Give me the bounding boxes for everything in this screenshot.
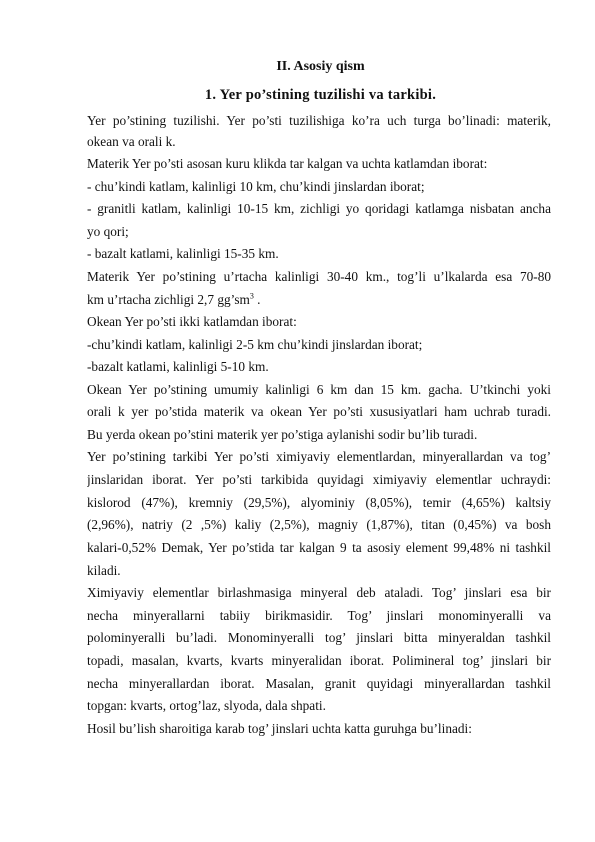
paragraph-line: kislorod (47%), kremniy (29,5%), alyominiy (8,05%), temir (4,65%) kaltsiy — [87, 495, 551, 510]
paragraph-line: Okean Yer po’stining umumiy kalinligi 6 km dan 15 km. gacha. U’tkinchi yoki — [87, 382, 551, 397]
paragraph-line: kiladi. — [87, 563, 121, 578]
paragraph-line: - bazalt katlami, kalinligi 15-35 km. — [87, 246, 279, 261]
paragraph-line: necha minyerallarni tabiiy birikmasidir. Tog’ jinslari monominyeralli va — [87, 608, 551, 623]
paragraph-line: jinslaridan iborat. Yer po’sti tarkibida quyidagi ximiyaviy elementlar uchraydi: — [87, 472, 551, 487]
paragraph-line: -chu’kindi katlam, kalinligi 2-5 km chu’kindi jinslardan iborat; — [87, 337, 423, 352]
paragraph-line: Hosil bu’lish sharoitiga karab tog’ jinslari uchta katta guruhga bu’linadi: — [87, 721, 472, 736]
density-text: km u’rtacha zichligi 2,7 gg’sm — [87, 292, 250, 307]
paragraph-line: topadi, masalan, kvarts, kvarts minyeralidan iborat. Polimineral tog’ jinslari bir — [87, 653, 551, 668]
paragraph-line: -bazalt katlami, kalinligi 5-10 km. — [87, 359, 269, 374]
paragraph-line: okean va orali k. — [87, 134, 176, 149]
density-line — [87, 291, 551, 309]
subsection-title: 1. Yer po’stining tuzilishi va tarkibi. — [204, 87, 437, 103]
paragraph-line: (2,96%), natriy (2 ,5%) kaliy (2,5%), magniy (1,87%), titan (0,45%) va bosh — [87, 517, 551, 532]
paragraph-line: kalari-0,52% Demak, Yer po’stida tar kalgan 9 ta asosiy element 99,48% ni tashkil — [87, 540, 551, 555]
paragraph-line: - chu’kindi katlam, kalinligi 10 km, chu’kindi jinslardan iborat; — [87, 179, 425, 194]
density-superscript: 3 — [249, 291, 254, 301]
paragraph-line: Okean Yer po’sti ikki katlamdan iborat: — [87, 314, 297, 329]
paragraph-line: Materik Yer po’stining u’rtacha kalinligi 30-40 km., tog’li u’lkalarda esa 70-80 — [87, 269, 551, 284]
paragraph-line: orali k yer po’stida materik va okean Yer po’sti xususiyatlari ham uchrab turadi. — [87, 404, 551, 419]
paragraph-line: Materik Yer po’sti asosan kuru klikda tar kalgan va uchta katlamdan iborat: — [87, 156, 488, 171]
paragraph-line: polominyeralli bu’ladi. Monominyeralli tog’ jinslari bitta minyeraldan tashkil — [87, 630, 551, 645]
paragraph-line: necha minyerallardan iborat. Masalan, granit quyidagi minyerallardan tashkil — [87, 676, 551, 691]
paragraph-line: topgan: kvarts, ortog’laz, slyoda, dala shpati. — [87, 698, 326, 713]
paragraph-line: Yer po’stining tuzilishi. Yer po’sti tuzilishiga ko’ra uch turga bo’linadi: materik, — [87, 113, 551, 128]
paragraph-line: Ximiyaviy elementlar birlashmasiga minyeral deb ataladi. Tog’ jinslari esa bir — [87, 585, 551, 600]
paragraph-line: Yer po’stining tarkibi Yer po’sti ximiyaviy elementlardan, minyerallardan va tog’ — [87, 449, 551, 464]
paragraph-line: yo qori; — [87, 224, 129, 239]
paragraph-line: - granitli katlam, kalinligi 10-15 km, zichligi yo qoridagi katlamga nisbatan ancha — [87, 201, 551, 216]
density-suffix: . — [253, 292, 261, 307]
paragraph-line: Bu yerda okean po’stini materik yer po’stiga aylanishi sodir bu’lib turadi. — [87, 427, 478, 442]
section-title: II. Asosiy qism — [276, 59, 365, 74]
